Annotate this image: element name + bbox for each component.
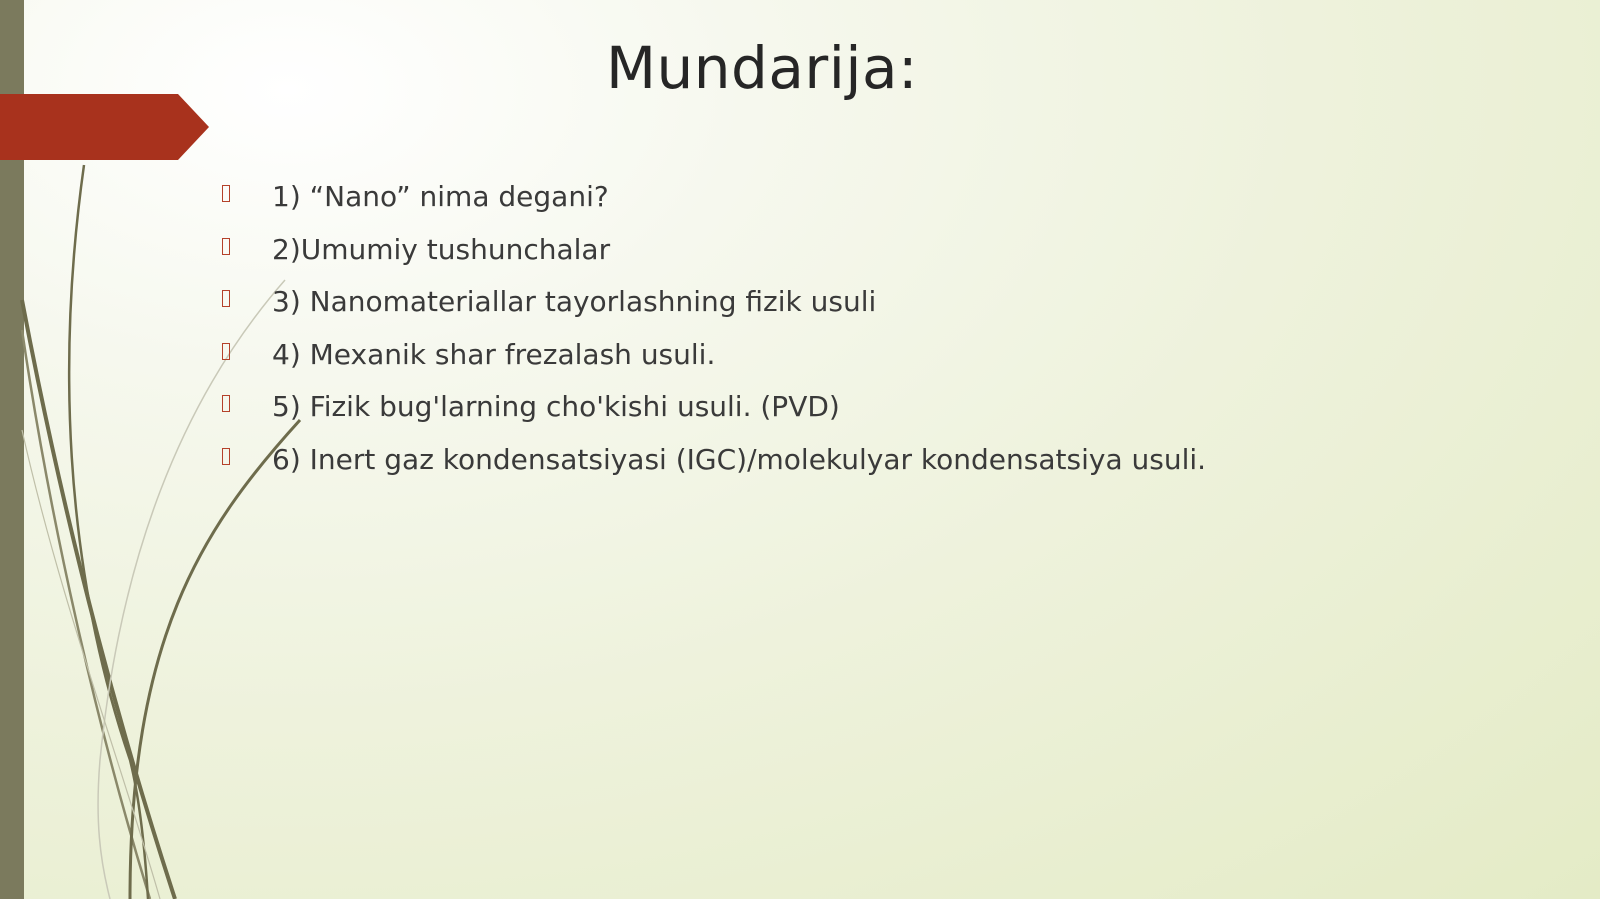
bullet-square-icon: [222, 185, 230, 202]
list-item-text: 2)Umumiy tushunchalar: [272, 232, 611, 266]
list-item: [222, 439, 1522, 492]
slide-title: Mundarija:: [605, 34, 919, 102]
table-of-contents-list: [222, 176, 1522, 492]
bullet-square-icon: [222, 343, 230, 360]
bullet-square-icon: [222, 290, 230, 307]
list-item: [222, 334, 1522, 387]
list-item: [222, 281, 1522, 334]
list-item-text: 6) Inert gaz kondensatsiyasi (IGC)/molekulyar kondensatsiya usuli.: [272, 442, 1207, 476]
list-item-text: 5) Fizik bug'larning cho'kishi usuli. (PVD): [272, 390, 840, 424]
list-item-text: 3) Nanomateriallar tayorlashning fizik usuli: [272, 285, 877, 319]
list-item-text: 4) Mexanik shar frezalash usuli.: [272, 337, 716, 371]
list-item: [222, 386, 1522, 439]
bullet-square-icon: [222, 238, 230, 255]
list-item: [222, 229, 1522, 282]
bullet-square-icon: [222, 448, 230, 465]
list-item: [222, 176, 1522, 229]
list-item-text: 1) “Nano” nima degani?: [272, 180, 609, 213]
bullet-square-icon: [222, 395, 230, 412]
